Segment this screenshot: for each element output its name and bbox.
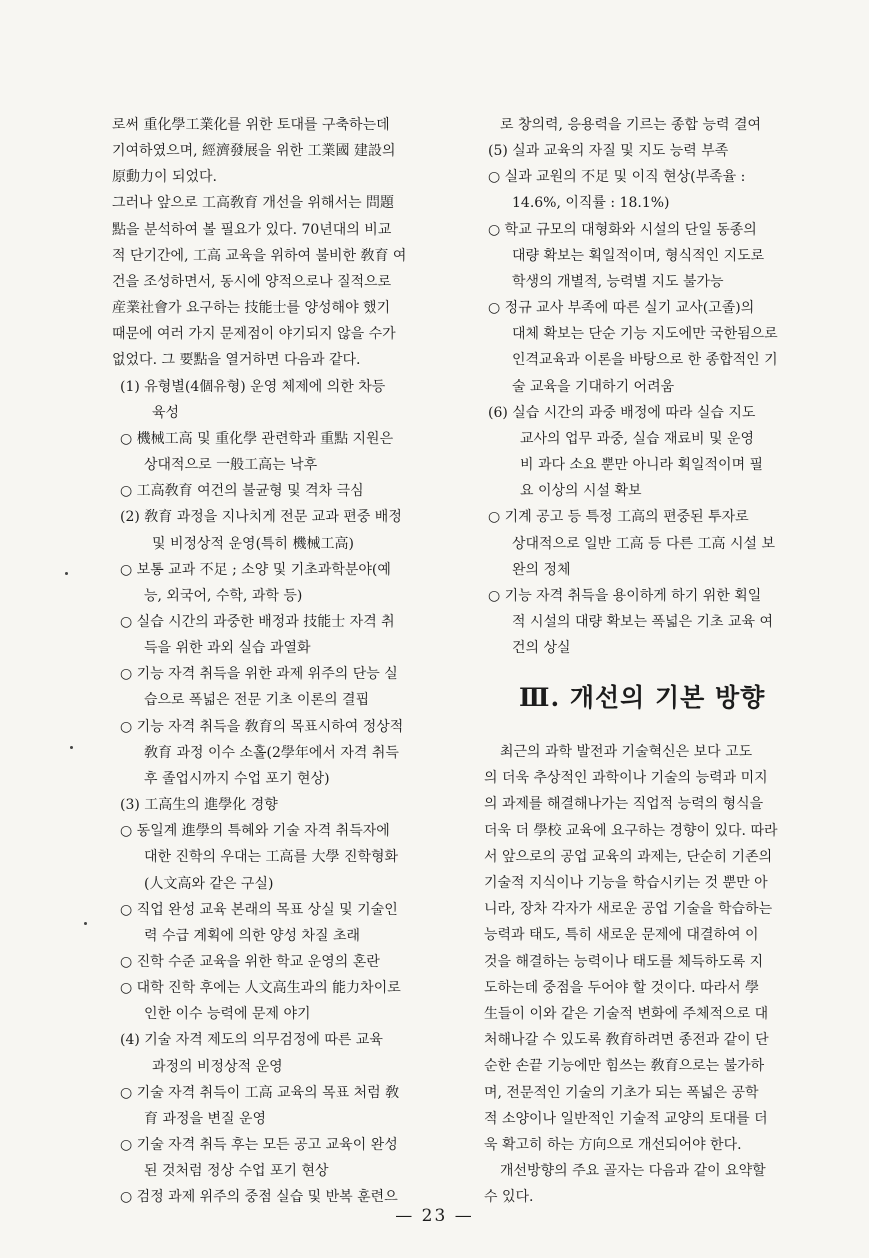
text-line: 니라, 장차 각자가 새로운 공업 기술을 학습하는 [484,901,773,918]
text-line: 최근의 과학 발전과 기술혁신은 보다 고도 [500,744,753,760]
text-line: 상대적으로 일반 工高 등 다른 工高 시설 보 [512,535,775,552]
text-line: 서 앞으로의 공업 교육의 과제는, 단순히 기존의 [484,848,773,865]
text-line: 의 과제를 해결해나가는 직업적 능력의 형식을 [484,796,764,813]
list-item: ○ 機械工高 및 重化學 관련학과 重點 지원은 [120,430,394,447]
scan-speck [65,572,68,575]
text-line: 득을 위한 과외 실습 과열화 [144,640,311,657]
text-line: 능력과 태도, 특히 새로운 문제에 대결하여 이 [484,927,759,944]
text-line: 술 교육을 기대하기 어려움 [512,378,675,395]
text-line: 때문에 여러 가지 문제점이 야기되지 않을 수가 [112,326,396,343]
text-line: 더욱 더 學校 교육에 요구하는 경향이 있다. 따라 [484,822,778,839]
text-line: 건을 조성하면서, 동시에 양적으로나 질적으로 [112,273,392,290]
text-line: 완의 정체 [512,561,571,578]
text-line: 없었다. 그 要點을 열거하면 다음과 같다. [112,352,361,369]
list-item: ○ 기계 공고 등 특정 工高의 편중된 투자로 [488,509,749,526]
list-item: ○ 직업 완성 교육 본래의 목표 상실 및 기술인 [120,901,398,918]
text-line: 및 비정상적 운영(특히 機械工高) [152,535,354,552]
list-item: ○ 기술 자격 취득이 工高 교육의 목표 처럼 敎 [120,1084,400,1101]
section-heading: Ⅲ. 개선의 기본 방향 [519,683,766,712]
list-item: ○ 검정 과제 위주의 중점 실습 및 반복 훈련으 [120,1189,398,1206]
text-line: 것을 해결하는 능력이나 태도를 체득하도록 지 [484,953,764,970]
list-item: ○ 정규 교사 부족에 따른 실기 교사(고졸)의 [488,300,755,317]
scan-speck [84,922,87,925]
text-line: 적 단기간에, 工高 교육을 위하여 불비한 敎育 여 [112,247,407,264]
list-heading: (3) 工高生의 進學化 경향 [120,797,278,814]
text-line: 로써 重化學工業化를 위한 토대를 구축하는데 [112,117,390,133]
list-heading: (2) 敎育 과정을 지나치게 전문 교과 편중 배정 [120,509,402,526]
text-line: 개선방향의 주요 골자는 다음과 같이 요약할 [500,1163,766,1180]
text-line: 인한 이수 능력에 문제 야기 [144,1006,311,1023]
text-line: 그러나 앞으로 工高敎育 개선을 위해서는 問題 [112,195,395,212]
text-line: 도하는데 중점을 두어야 할 것이다. 따라서 學 [484,979,760,996]
list-item: ○ 工高敎育 여건의 불균형 및 격차 극심 [120,483,364,500]
text-line: 력 수급 계획에 의한 양성 차질 초래 [144,927,361,944]
text-line: 수 있다. [484,1189,534,1206]
list-item: ○ 보통 교과 不足 ; 소양 및 기초과학분야(예 [120,561,391,578]
list-item: ○ 동일계 進學의 특혜와 기술 자격 취득자에 [120,823,390,840]
text-line: 교사의 업무 과중, 실습 재료비 및 운영 [520,430,755,447]
scan-speck [70,746,73,749]
text-line: 육성 [152,404,180,421]
text-line: 욱 확고히 하는 方向으로 개선되어야 한다. [484,1137,742,1154]
text-line: 로 창의력, 응용력을 기르는 종합 능력 결여 [500,117,762,133]
text-line: 며, 전문적인 기술의 기초가 되는 폭넓은 공학 [484,1084,759,1101]
right-column-bottom [484,739,844,1211]
text-line: 點을 분석하여 볼 필요가 있다. 70년대의 비교 [112,221,392,238]
list-heading: (1) 유형별(4個유형) 운영 체제에 의한 차등 [120,378,386,395]
text-line: 비 과다 소요 뿐만 아니라 획일적이며 필 [520,457,764,474]
list-item: ○ 학교 규모의 대형화와 시설의 단일 동종의 [488,221,757,238]
text-line: (人文高와 같은 구실) [144,875,274,892]
text-line: 의 더욱 추상적인 과학이나 기술의 능력과 미지 [484,770,768,787]
text-line: 인격교육과 이론을 바탕으로 한 종합적인 기 [512,352,778,369]
text-line: 적 시설의 대량 확보는 폭넓은 기초 교육 여 [512,613,774,630]
text-line: 건의 상실 [512,640,571,657]
text-line: 原動力이 되었다. [112,169,217,186]
list-heading: (6) 실습 시간의 과중 배정에 따라 실습 지도 [488,404,756,421]
text-line: 敎育 과정 이수 소홀(2學年에서 자격 취득 [144,744,399,761]
text-line: 기여하였으며, 經濟發展을 위한 工業國 建設의 [112,143,396,160]
text-line: 대량 확보는 획일적이며, 형식적인 지도로 [512,247,765,264]
text-line: 습으로 폭넓은 전문 기초 이론의 결핍 [144,692,370,709]
text-line: 적 소양이나 일반적인 기술적 교양의 토대를 더 [484,1110,768,1127]
text-line: 과정의 비정상적 운영 [152,1058,283,1075]
text-line: 요 이상의 시설 확보 [520,483,642,500]
list-item: ○ 기능 자격 취득을 敎育의 목표시하여 정상적 [120,718,404,735]
list-item: ○ 대학 진학 후에는 人文高生과의 能力차이로 [120,980,401,997]
text-line: 기술적 지식이나 기능을 학습시키는 것 뿐만 아 [484,875,768,892]
text-line: 産業社會가 요구하는 技能士를 양성해야 했기 [112,300,391,317]
right-column-top [480,112,842,661]
list-item: ○ 기술 자격 취득 후는 모든 공고 교육이 완성 [120,1137,398,1154]
text-line: 상대적으로 一般工高는 낙후 [144,457,318,474]
list-item: ○ 진학 수준 교육을 위한 학교 운영의 혼란 [120,954,380,970]
list-item: ○ 실과 교원의 不足 및 이직 현상(부족율 : [488,169,746,186]
text-line: 14.6%, 이직률 : 18.1%) [512,195,670,212]
text-line: 生들이 이와 같은 기술적 변화에 주체적으로 대 [484,1006,769,1023]
list-heading: (5) 실과 교육의 자질 및 지도 능력 부족 [488,143,729,160]
text-line: 처해나갈 수 있도록 敎育하려면 종전과 같이 단 [484,1032,769,1049]
text-line: 된 것처럼 정상 수업 포기 현상 [144,1163,329,1180]
list-item: ○ 실습 시간의 과중한 배정과 技能士 자격 취 [120,613,395,630]
list-item: ○ 기능 자격 취득을 용이하게 하기 위한 획일 [488,587,762,604]
text-line: 育 과정을 변질 운영 [144,1110,267,1127]
text-line: 순한 손끝 기능에만 힘쓰는 敎育으로는 불가하 [484,1058,765,1075]
text-line: 대체 확보는 단순 기능 지도에만 국한됨으로 [512,326,778,343]
list-heading: (4) 기술 자격 제도의 의무검정에 따른 교육 [120,1032,383,1049]
left-column [112,112,458,1211]
page-number: — 23 — [395,1206,474,1226]
text-line: 후 졸업시까지 수업 포기 현상) [144,770,330,787]
text-line: 능, 외국어, 수학, 과학 등) [144,587,303,604]
text-line: 학생의 개별적, 능력별 지도 불가능 [512,273,724,290]
list-item: ○ 기능 자격 취득을 위한 과제 위주의 단능 실 [120,666,398,683]
text-line: 대한 진학의 우대는 工高를 大學 진학형화 [144,849,399,866]
